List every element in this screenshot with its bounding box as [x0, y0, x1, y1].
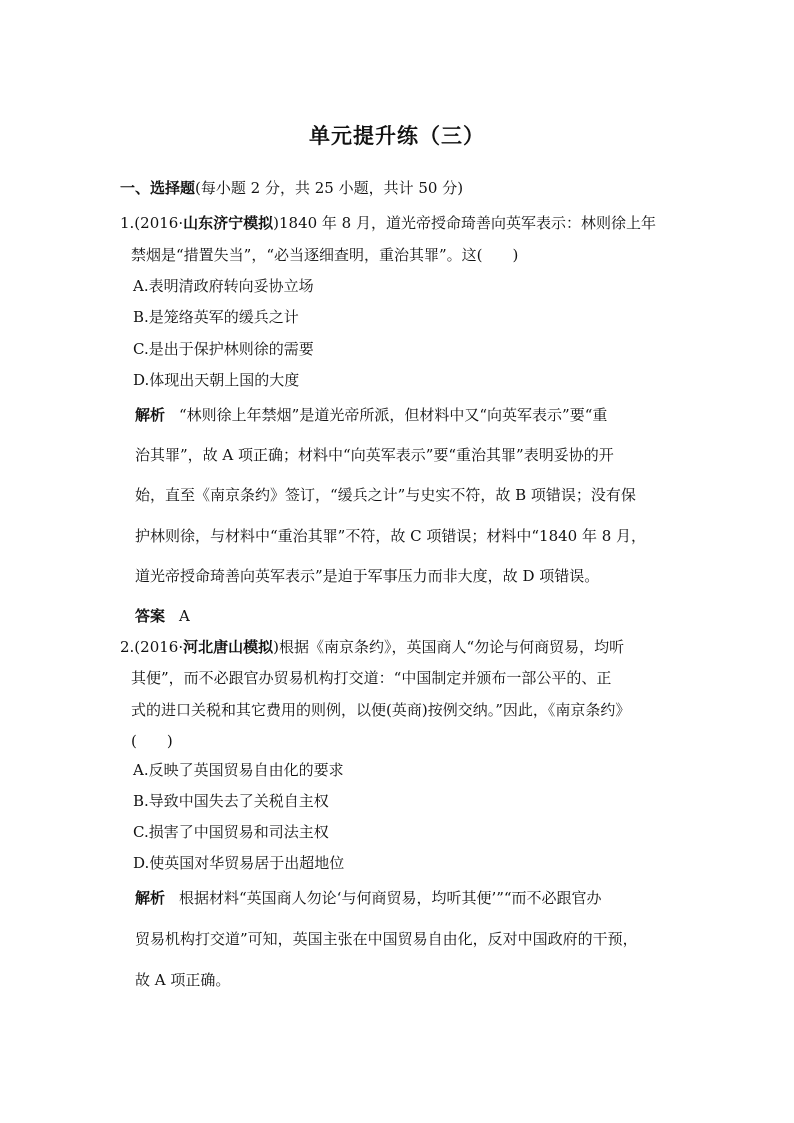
- question-1-stem-line-2: 禁烟是“措置失当”，“必当逐细查明，重治其罪”。这( ): [131, 246, 519, 264]
- question-1-stem-text: )1840 年 8 月，道光帝授命琦善向英军表示：林则徐上年: [273, 214, 657, 232]
- section-heading: [120, 178, 463, 198]
- question-1-analysis-line-1: [135, 405, 607, 425]
- question-2-option-d: D.使英国对华贸易居于出超地位: [133, 854, 345, 872]
- question-2-stem-line-4: ( ): [131, 732, 173, 750]
- question-1-analysis-line-5: 道光帝授命琦善向英军表示”是迫于军事压力而非大度，故 D 项错误。: [135, 567, 600, 585]
- answer-value: A: [179, 607, 190, 625]
- page-title: 单元提升练（三）: [309, 123, 485, 148]
- question-2-analysis-line-3: 故 A 项正确。: [135, 971, 231, 989]
- question-1-analysis-line-3: 始，直至《南京条约》签订，“缓兵之计”与史实不符，故 B 项错误；没有保: [135, 486, 636, 504]
- question-2-stem-line-2: 其便”，而不必跟官办贸易机构打交道：“中国制定并颁布一部公平的、正: [131, 669, 612, 687]
- question-1-answer: [135, 606, 190, 626]
- question-2-stem-text: )根据《南京条约》，英国商人“勿论与何商贸易，均听: [273, 638, 625, 656]
- question-1-option-a: A.表明清政府转向妥协立场: [133, 277, 314, 295]
- section-heading-note: (每小题 2 分，共 25 小题，共计 50 分): [195, 179, 464, 197]
- question-1-analysis-line-4: 护林则徐，与材料中“重治其罪”不符，故 C 项错误；材料中“1840 年 8 月，: [135, 527, 647, 545]
- question-2-option-a: A.反映了英国贸易自由化的要求: [133, 761, 344, 779]
- question-1-option-b: B.是笼络英军的缓兵之计: [133, 308, 299, 326]
- question-1-option-d: D.体现出天朝上国的大度: [133, 371, 300, 389]
- question-2-number: 2.(2016·: [120, 638, 184, 656]
- analysis-label: 解析: [135, 406, 166, 424]
- question-2-stem-line-1: [120, 637, 624, 657]
- section-heading-label: 一、选择题: [120, 179, 196, 197]
- answer-label: 答案: [135, 607, 166, 625]
- question-1-analysis-line-2: 治其罪”，故 A 项正确；材料中“向英军表示”要“重治其罪”表明妥协的开: [135, 446, 614, 464]
- question-2-source: 河北唐山模拟: [183, 638, 274, 656]
- analysis-label: 解析: [135, 889, 166, 907]
- question-2-stem-line-3: 式的进口关税和其它费用的则例，以便(英商)按例交纳。”因此，《南京条约》: [131, 701, 631, 719]
- question-1-option-c: C.是出于保护林则徐的需要: [133, 340, 314, 358]
- question-1-source: 山东济宁模拟: [183, 214, 274, 232]
- question-1-stem-line-1: [120, 213, 656, 233]
- question-2-analysis-line-1: [135, 888, 602, 908]
- question-2-analysis-line-2: 贸易机构打交道”可知，英国主张在中国贸易自由化，反对中国政府的干预，: [135, 930, 638, 948]
- question-2-option-c: C.损害了中国贸易和司法主权: [133, 823, 329, 841]
- analysis-text: 根据材料“英国商人勿论‘与何商贸易，均听其便’”“而不必跟官办: [179, 889, 602, 907]
- question-2-option-b: B.导致中国失去了关税自主权: [133, 792, 329, 810]
- analysis-text: “林则徐上年禁烟”是道光帝所派，但材料中又“向英军表示”要“重: [179, 406, 608, 424]
- question-1-number: 1.(2016·: [120, 214, 184, 232]
